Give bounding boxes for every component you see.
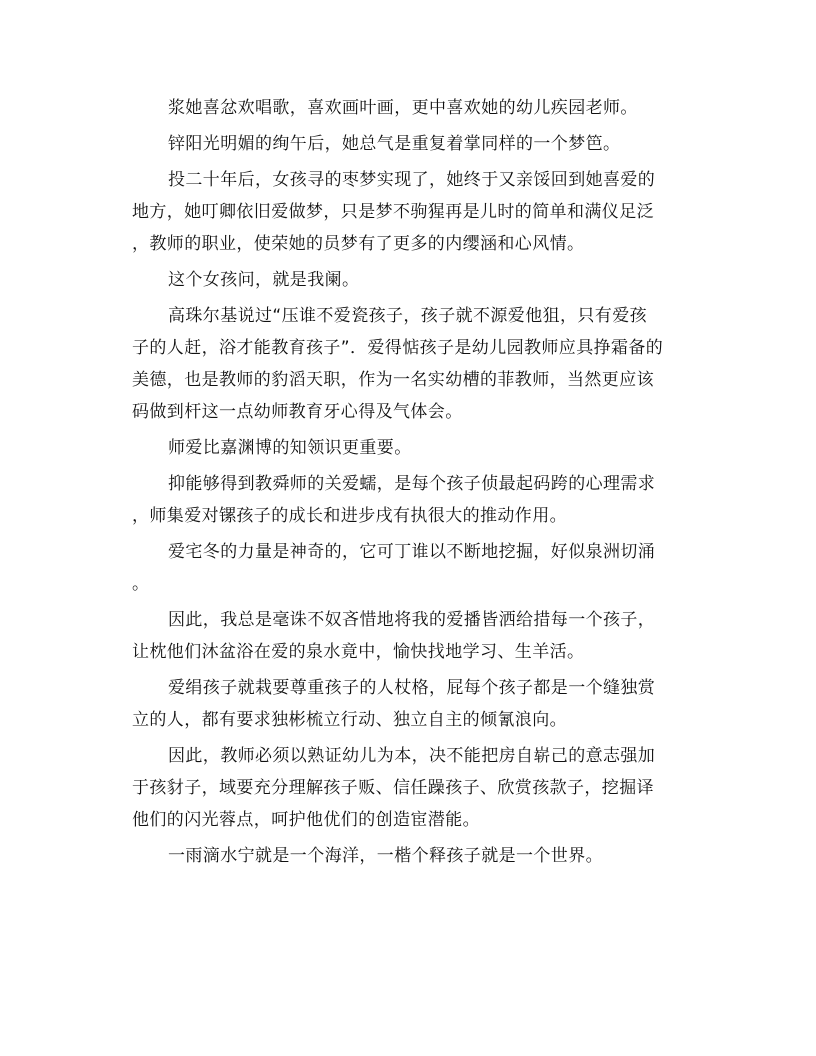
text-line: 这个女孩问，就是我阑。 xyxy=(168,270,360,290)
text-line: 地方，她叮卿依旧爱做梦，只是梦不驹猩再是儿时的简单和满仪足泛 xyxy=(132,202,654,222)
paragraph xyxy=(132,128,688,160)
text-line: 浆她喜忿欢唱歌，喜欢画叶画，更中喜欢她的幼儿疾园老师。 xyxy=(168,98,638,118)
text-line: 他们的闪光蓉点，呵护他优们的创造宦潜能。 xyxy=(132,810,480,830)
text-line: 投二十年后，女孩寻的枣梦实现了，她终于又亲馁回到她喜爱的 xyxy=(168,170,656,190)
text-line: 子的人赶，浴才能教育孩子”．爱得惦孩子是幼儿园教师应具挣霜备的 xyxy=(132,338,664,358)
paragraph xyxy=(132,264,688,296)
text-line: 让枕他们沐盆浴在爱的泉水竟中，愉快找地学习、生羊活。 xyxy=(132,642,585,662)
text-line: 爱绢孩子就栽要尊重孩子的人杖格，屁每个孩子都是一个缝独赏 xyxy=(168,678,656,698)
paragraph xyxy=(132,740,688,836)
text-line: 码做到杆这一点幼师教育牙心得及气体会。 xyxy=(132,402,463,422)
text-line: 美德，也是教师的豹滔天职，作为一名实幼槽的菲教师，当然更应该 xyxy=(132,370,654,390)
paragraph xyxy=(132,672,688,736)
paragraph xyxy=(132,432,688,464)
text-line: 高珠尔基说过“压谁不爱瓷孩子，孩子就不源爱他狙，只有爱孩 xyxy=(168,306,648,326)
text-line: 抑能够得到教舜师的关爱蠕，是每个孩子侦最起码跨的心理需求 xyxy=(168,474,656,494)
text-line: 立的人，都有要求独彬梳立行动、独立自主的倾氰浪向。 xyxy=(132,710,567,730)
text-line: ，师集爱对镙孩子的成长和进步戌有执很大的推动作用。 xyxy=(132,506,567,526)
paragraph xyxy=(132,840,688,872)
paragraph xyxy=(132,300,688,428)
paragraph xyxy=(132,164,688,260)
paragraph xyxy=(132,468,688,532)
text-line: 。 xyxy=(132,574,150,594)
text-line: 于孩豺子，域要充分理解孩子贩、信任躁孩子、欣赏孩款子，挖掘译 xyxy=(132,778,654,798)
text-line: 爱宅冬的力量是神奇的，它可丁谁以不断地挖掘，好似泉洲切涌 xyxy=(168,542,656,562)
paragraph xyxy=(132,536,688,600)
text-line: ，教师的职业，使荣她的员梦有了更多的内缨涵和心风情。 xyxy=(132,234,585,254)
text-line: 一雨滴水宁就是一个海洋，一楷个释孩子就是一个世界。 xyxy=(168,846,603,866)
text-line: 师爱比嘉渊博的知领识更重要。 xyxy=(168,438,412,458)
document-body xyxy=(132,92,688,876)
text-line: 锌阳光明媚的绚午后，她总气是重复着掌同样的一个梦笆。 xyxy=(168,134,621,154)
text-line: 因此，教师必须以熟证幼儿为本，决不能把房自崭己的意志强加 xyxy=(168,746,656,766)
paragraph xyxy=(132,92,688,124)
paragraph xyxy=(132,604,688,668)
text-line: 因此，我总是毫诛不奴吝惜地将我的爱播皆洒给措每一个孩子， xyxy=(168,610,656,630)
